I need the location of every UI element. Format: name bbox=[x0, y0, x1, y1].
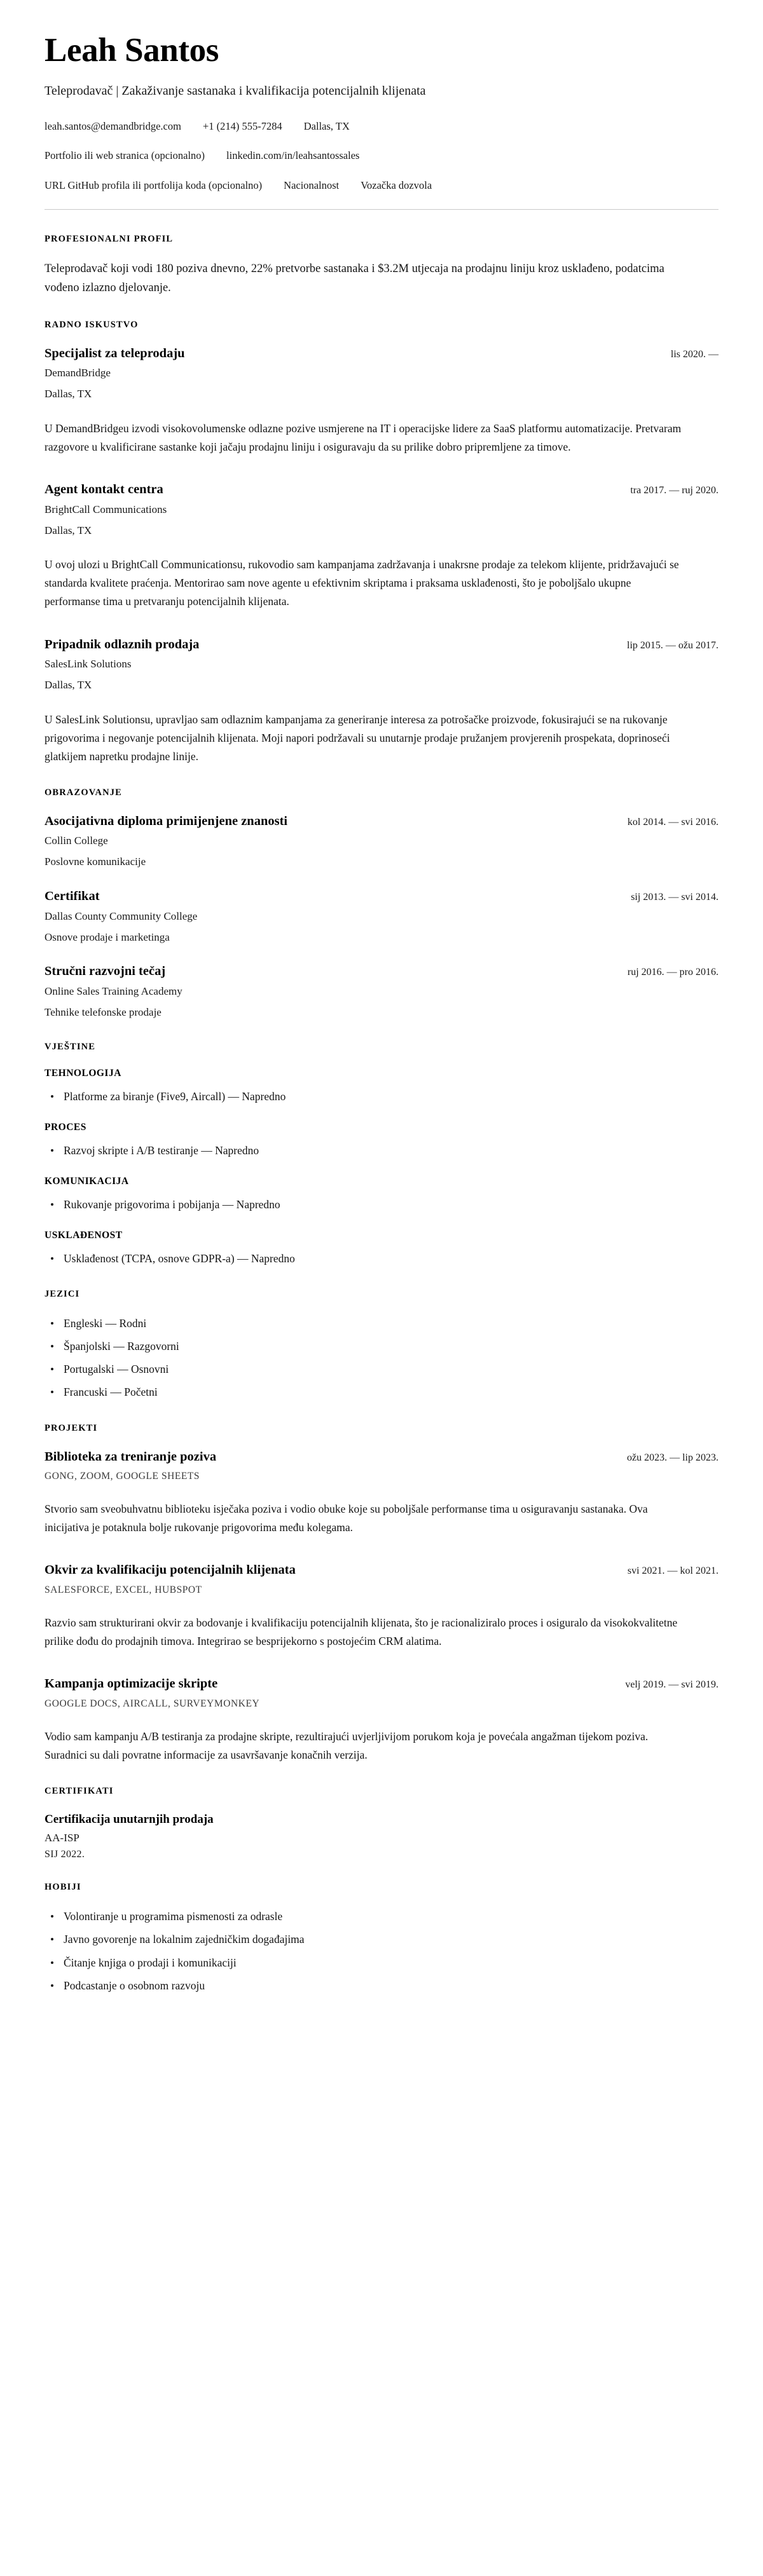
project-description: Razvio sam strukturirani okvir za bodovanje i kvalifikaciju potencijalnih klijenata, što je racionaliziralo proces i osiguralo da visokokvalitetne prilike dođu do prodajnih timova. Integrirao se besprijekorno s postojećim CRM alatima. bbox=[45, 1616, 678, 1647]
certificate-issuer: AA-ISP bbox=[45, 1832, 79, 1844]
candidate-name: Leah Santos bbox=[45, 32, 219, 69]
skill-list bbox=[45, 1250, 718, 1267]
section-work-experience bbox=[45, 320, 718, 766]
education-degree: Asocijativna diploma primijenjene znanosti bbox=[45, 814, 288, 828]
experience-role: Agent kontakt centra bbox=[45, 482, 163, 497]
skill-item: Razvoj skripte i A/B testiranje — Napredno bbox=[45, 1142, 718, 1159]
skill-group bbox=[45, 1122, 718, 1159]
experience-description: U DemandBridgeu izvodi visokovolumenske odlazne pozive usmjerene na IT i operacijske lidere za SaaS platformu automatizacije. Pretvaram razgovore u kvalificirane sastanke koji jačaju prodajnu liniju i osiguravaju da su prilike dobro pripremljene za timove. bbox=[45, 422, 682, 454]
project-tools: SALESFORCE, EXCEL, HUBSPOT bbox=[45, 1584, 202, 1595]
experience-location: Dallas, TX bbox=[45, 388, 92, 400]
experience-entry-head bbox=[45, 482, 718, 498]
experience-role: Pripadnik odlaznih prodaja bbox=[45, 637, 200, 651]
experience-date: lis 2020. — bbox=[670, 348, 718, 360]
contact-phone[interactable]: +1 (214) 555-7284 bbox=[202, 119, 282, 132]
project-tools: GONG, ZOOM, GOOGLE SHEETS bbox=[45, 1471, 200, 1482]
experience-entry bbox=[45, 637, 718, 766]
section-title-languages: JEZICI bbox=[45, 1289, 80, 1300]
skill-group-name: TEHNOLOGIJA bbox=[45, 1067, 121, 1079]
certificate-entry bbox=[45, 1812, 718, 1861]
skill-item: Usklađenost (TCPA, osnove GDPR-a) — Napredno bbox=[45, 1250, 718, 1267]
project-name: Kampanja optimizacije skripte bbox=[45, 1676, 218, 1691]
contact-linkedin[interactable]: linkedin.com/in/leahsantossales bbox=[226, 149, 360, 162]
education-entry bbox=[45, 964, 718, 1019]
project-entry bbox=[45, 1676, 718, 1764]
experience-entry bbox=[45, 482, 718, 611]
skill-item: Rukovanje prigovorima i pobijanja — Napredno bbox=[45, 1196, 718, 1213]
project-entry-head bbox=[45, 1449, 718, 1466]
language-item: Portugalski — Osnovni bbox=[45, 1361, 718, 1378]
section-skills bbox=[45, 1042, 718, 1268]
experience-description: U SalesLink Solutionsu, upravljao sam odlaznim kampanjama za generiranje interesa za potrošačke proizvode, fokusirajući se na rukovanje prigovorima i negovanje potencijalnih klijenata. Moji napori podržavali su unutarnje prodaje pružanjem provjerenih prospekata, doprinoseći glatkijem napretku prodajne linije. bbox=[45, 712, 670, 763]
section-professional-profile bbox=[45, 234, 718, 298]
education-field: Tehnike telefonske prodaje bbox=[45, 1005, 162, 1018]
education-field: Poslovne komunikacije bbox=[45, 855, 146, 868]
experience-entry bbox=[45, 346, 718, 456]
education-date: kol 2014. — svi 2016. bbox=[627, 816, 718, 828]
section-certificates bbox=[45, 1786, 718, 1861]
contact-email[interactable]: leah.santos@demandbridge.com bbox=[45, 119, 181, 132]
contact-nationality: Nacionalnost bbox=[284, 179, 340, 192]
hobby-item: Podcastanje o osobnom razvoju bbox=[45, 1977, 718, 1994]
language-item: Francuski — Početni bbox=[45, 1384, 718, 1401]
education-entry-head bbox=[45, 814, 718, 830]
hobby-list bbox=[45, 1908, 718, 1994]
contact-github[interactable]: URL GitHub profila ili portfolija koda (opcionalno) bbox=[45, 179, 263, 192]
language-list bbox=[45, 1315, 718, 1401]
education-school: Online Sales Training Academy bbox=[45, 985, 182, 997]
section-title-skills: VJEŠTINE bbox=[45, 1041, 96, 1052]
education-date: sij 2013. — svi 2014. bbox=[631, 892, 718, 903]
experience-entry-head bbox=[45, 637, 718, 653]
project-entry bbox=[45, 1562, 718, 1651]
hobby-item: Volontiranje u programima pismenosti za odrasle bbox=[45, 1908, 718, 1925]
resume-header bbox=[45, 33, 718, 194]
section-projects bbox=[45, 1423, 718, 1764]
certificate-name: Certifikacija unutarnjih prodaja bbox=[45, 1812, 214, 1826]
experience-date: lip 2015. — ožu 2017. bbox=[627, 639, 718, 651]
section-title-certificates: CERTIFIKATI bbox=[45, 1785, 114, 1796]
candidate-headline: Teleprodavač | Zakaživanje sastanaka i kvalifikacija potencijalnih klijenata bbox=[45, 83, 426, 98]
skill-group bbox=[45, 1176, 718, 1213]
contact-row-web bbox=[45, 148, 718, 164]
skill-group-name: PROCES bbox=[45, 1121, 86, 1133]
section-title-education: OBRAZOVANJE bbox=[45, 787, 122, 798]
section-title-experience: RADNO ISKUSTVO bbox=[45, 319, 139, 330]
section-title-hobbies: HOBIJI bbox=[45, 1882, 81, 1893]
skill-group-name: USKLAĐENOST bbox=[45, 1229, 123, 1241]
education-entry-head bbox=[45, 889, 718, 905]
education-date: ruj 2016. — pro 2016. bbox=[627, 967, 718, 978]
project-entry bbox=[45, 1449, 718, 1537]
project-name: Biblioteka za treniranje poziva bbox=[45, 1449, 217, 1464]
education-school: Collin College bbox=[45, 835, 108, 847]
skill-list bbox=[45, 1142, 718, 1159]
education-field: Osnove prodaje i marketinga bbox=[45, 930, 170, 943]
certificate-date: SIJ 2022. bbox=[45, 1849, 85, 1860]
contact-row-extra bbox=[45, 178, 718, 194]
skill-group-name: KOMUNIKACIJA bbox=[45, 1175, 129, 1187]
experience-description: U ovoj ulozi u BrightCall Communicationsu, rukovodio sam kampanjama zadržavanja i unakrsne prodaje za telekom klijente, pridržavajući se standarda kvalitete praćenja. Mentorirao sam nove agente u efektivnim skriptama i praksama usklađenosti, što je poboljšalo ukupne performanse tima u pretvaranju potencijalnih klijenata. bbox=[45, 558, 679, 608]
project-date: velj 2019. — svi 2019. bbox=[625, 1679, 718, 1690]
header-divider bbox=[45, 209, 718, 210]
experience-role: Specijalist za teleprodaju bbox=[45, 346, 185, 360]
profile-summary-text: Teleprodavač koji vodi 180 poziva dnevno, 22% pretvorbe sastanaka i $3.2M utjecaja na prodajnu liniju kroz usklađeno, podatcima vođeno izlazno djelovanje. bbox=[45, 262, 664, 294]
skill-group bbox=[45, 1068, 718, 1105]
education-degree: Certifikat bbox=[45, 889, 100, 904]
education-entry-head bbox=[45, 964, 718, 980]
hobby-item: Čitanje knjiga o prodaji i komunikaciji bbox=[45, 1954, 718, 1972]
section-title-profile: PROFESIONALNI PROFIL bbox=[45, 233, 174, 244]
section-title-projects: PROJEKTI bbox=[45, 1422, 98, 1433]
education-degree: Stručni razvojni tečaj bbox=[45, 964, 166, 979]
education-entry bbox=[45, 814, 718, 869]
project-name: Okvir za kvalifikaciju potencijalnih klijenata bbox=[45, 1563, 296, 1578]
project-date: ožu 2023. — lip 2023. bbox=[627, 1452, 718, 1463]
project-entry-head bbox=[45, 1562, 718, 1579]
project-tools: GOOGLE DOCS, AIRCALL, SURVEYMONKEY bbox=[45, 1698, 260, 1709]
project-entry-head bbox=[45, 1676, 718, 1693]
project-description: Stvorio sam sveobuhvatnu biblioteku isječaka poziva i vodio obuke koje su poboljšale performanse tima u osiguravanju sastanaka. Ova inicijativa je potaknula bolje rukovanje prigovorima među kolegama. bbox=[45, 1503, 648, 1534]
contact-portfolio[interactable]: Portfolio ili web stranica (opcionalno) bbox=[45, 149, 205, 162]
skill-list bbox=[45, 1196, 718, 1213]
contact-driving-license: Vozačka dozvola bbox=[361, 179, 432, 192]
skill-item: Platforme za biranje (Five9, Aircall) — Napredno bbox=[45, 1088, 718, 1105]
contact-row-primary bbox=[45, 119, 718, 135]
experience-company: DemandBridge bbox=[45, 367, 111, 379]
section-hobbies bbox=[45, 1882, 718, 1994]
project-description: Vodio sam kampanju A/B testiranja za prodajne skripte, rezultirajući uvjerljivijom porukom koja je povećala angažman tijekom poziva. Suradnici su dali povratne informacije za usavršavanje konačnih verzija. bbox=[45, 1729, 649, 1761]
language-item: Engleski — Rodni bbox=[45, 1315, 718, 1332]
experience-location: Dallas, TX bbox=[45, 524, 92, 536]
experience-company: BrightCall Communications bbox=[45, 503, 167, 515]
education-entry bbox=[45, 889, 718, 944]
experience-company: SalesLink Solutions bbox=[45, 658, 132, 671]
skill-group bbox=[45, 1230, 718, 1267]
experience-location: Dallas, TX bbox=[45, 678, 92, 691]
section-languages bbox=[45, 1289, 718, 1401]
project-date: svi 2021. — kol 2021. bbox=[627, 1565, 718, 1577]
experience-date: tra 2017. — ruj 2020. bbox=[630, 485, 718, 496]
section-education bbox=[45, 787, 718, 1020]
contact-location: Dallas, TX bbox=[303, 119, 350, 132]
education-school: Dallas County Community College bbox=[45, 910, 198, 922]
hobby-item: Javno govorenje na lokalnim zajedničkim događajima bbox=[45, 1931, 718, 1948]
language-item: Španjolski — Razgovorni bbox=[45, 1338, 718, 1355]
experience-entry-head bbox=[45, 346, 718, 362]
skill-list bbox=[45, 1088, 718, 1105]
